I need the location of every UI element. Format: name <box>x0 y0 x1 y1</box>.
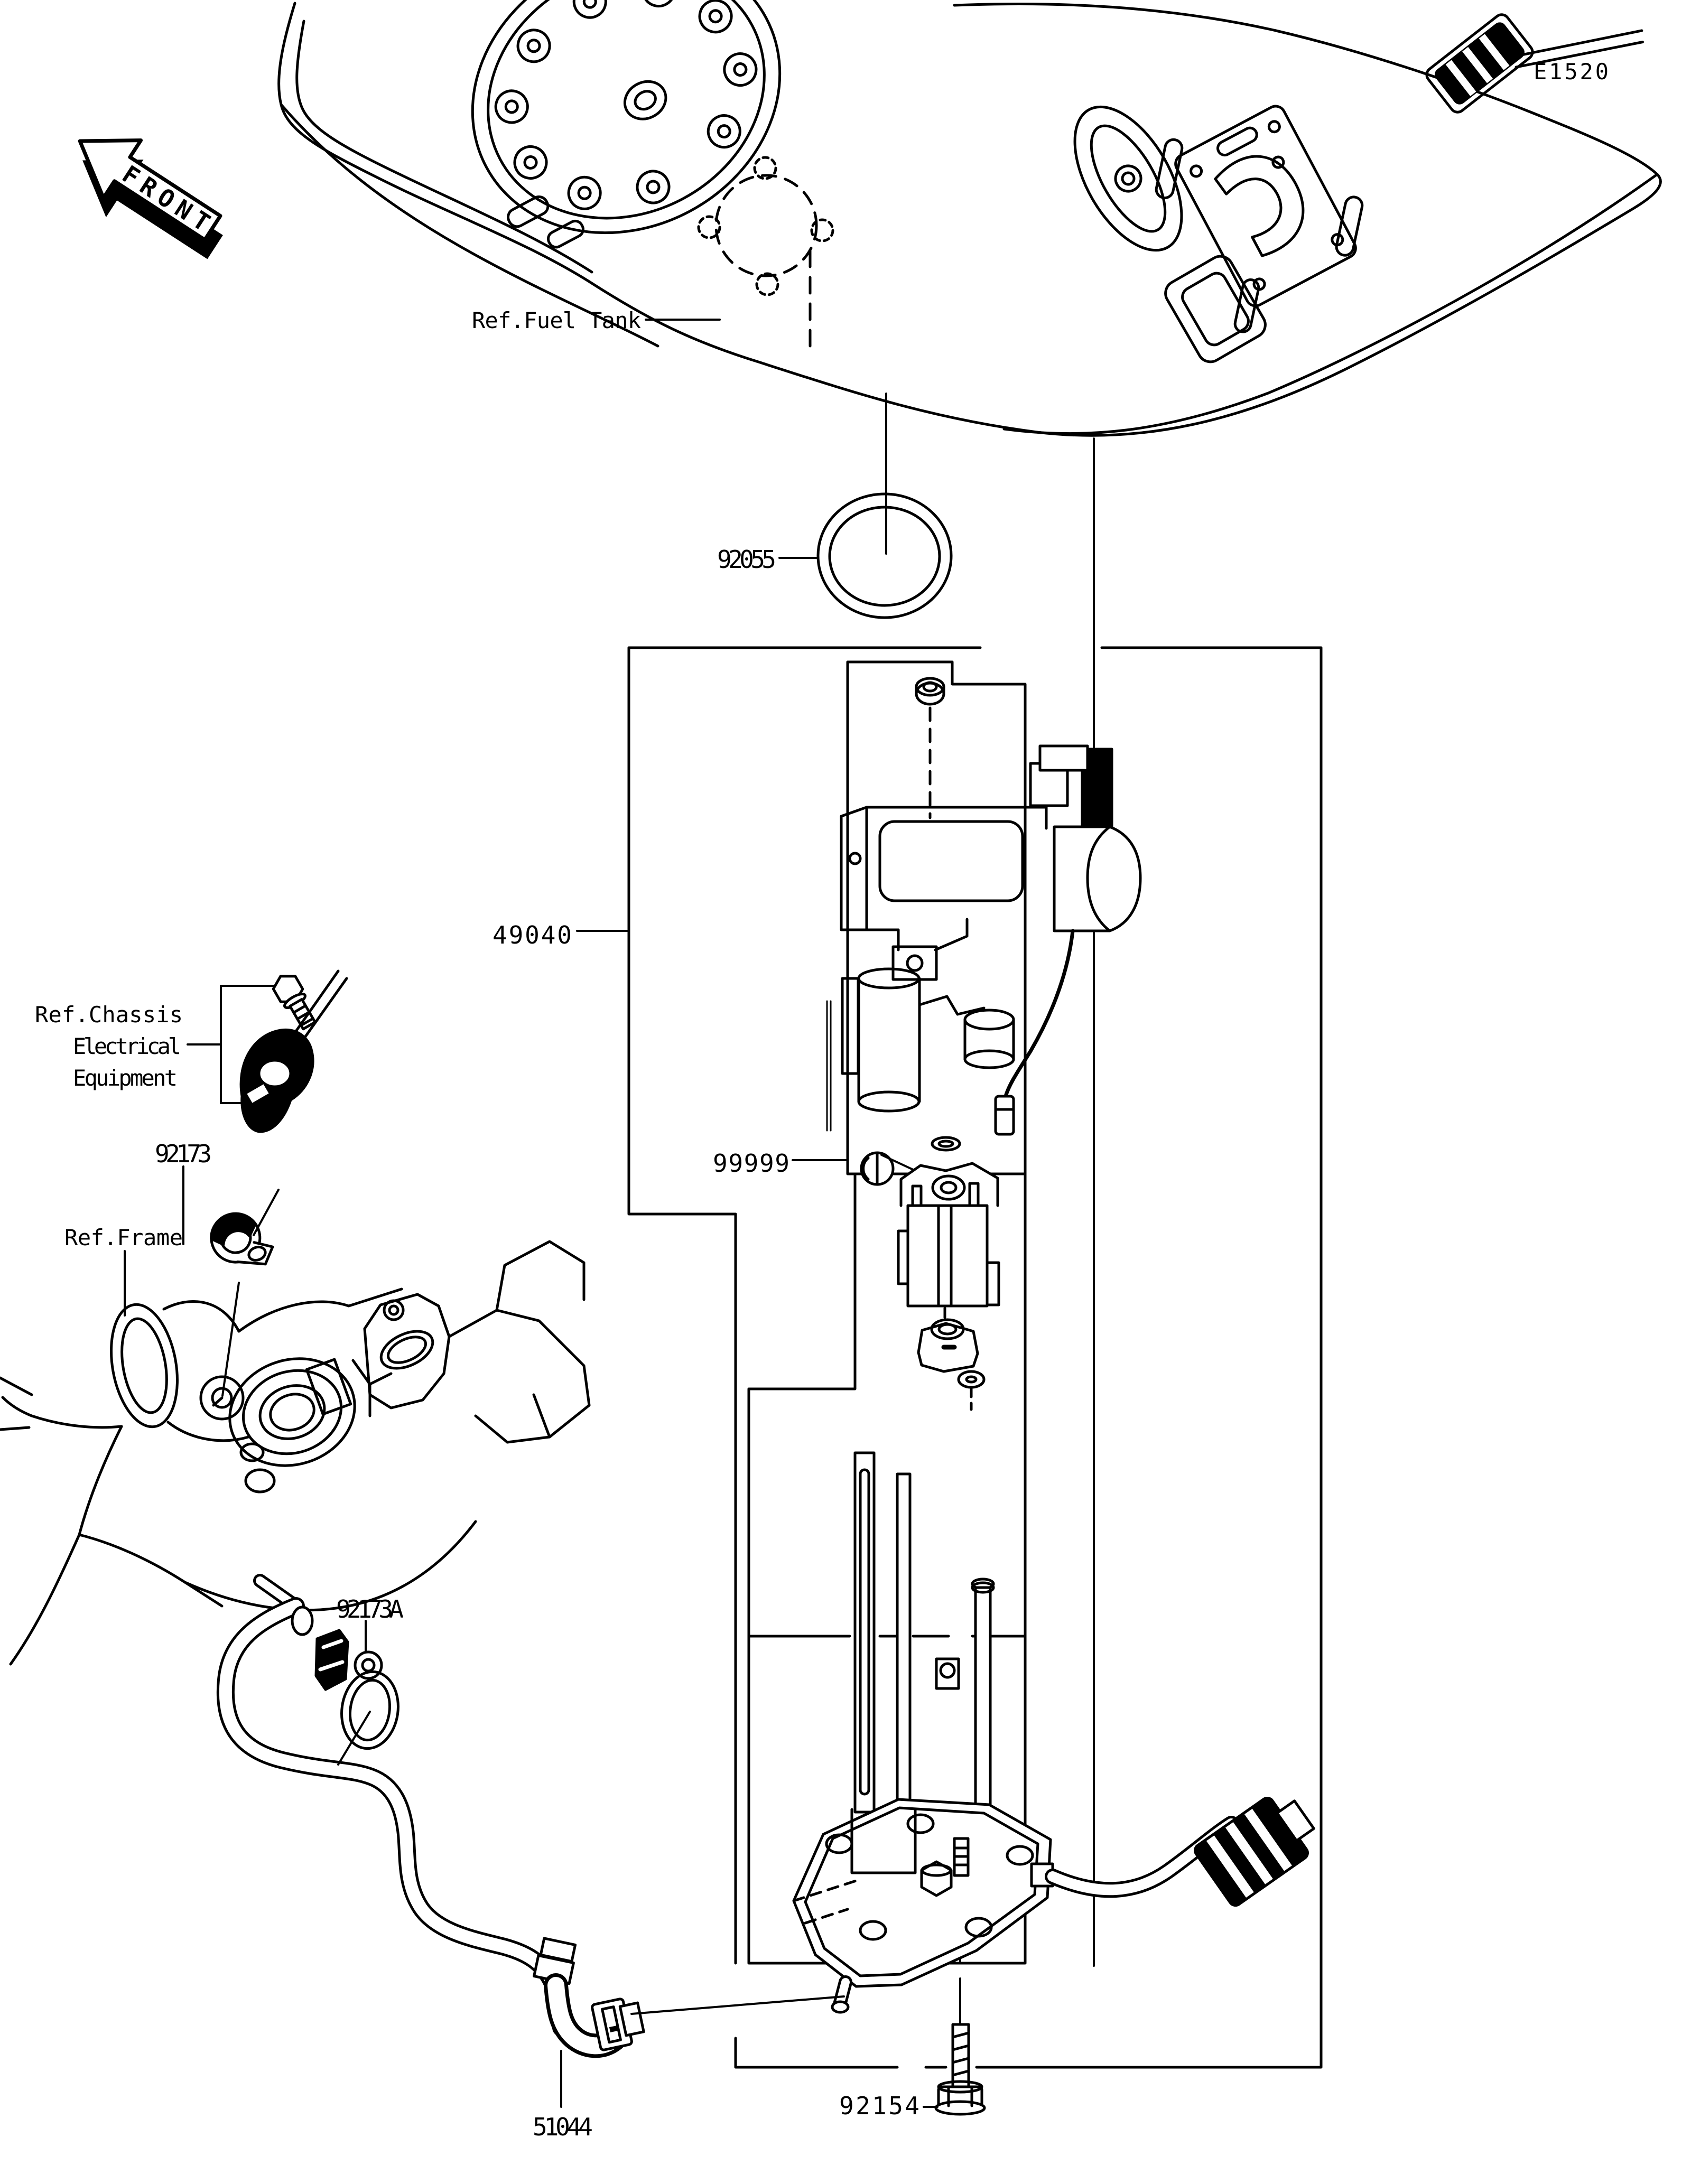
tank-filler-plate <box>419 0 830 288</box>
page-code-label: E1520 <box>1534 59 1609 85</box>
part-label-49040: 49040 <box>493 921 572 949</box>
leader-lines <box>125 320 937 2107</box>
fuel-tank-drawing <box>279 0 1661 435</box>
ref-chassis-label-line2: Electrical <box>73 1033 181 1059</box>
quick-connect-fitting <box>592 1995 646 2050</box>
oring-92055 <box>818 494 951 618</box>
part-label-92173a: 92173A <box>336 1595 404 1623</box>
part-label-92154: 92154 <box>839 2092 919 2120</box>
bolt-92154 <box>936 2024 984 2114</box>
front-arrow-label: FRONT <box>117 160 216 237</box>
fuel-pump-canister <box>855 1163 999 1812</box>
ref-frame-label: Ref.Frame <box>64 1225 183 1250</box>
pump-mounting-plate <box>794 1785 1325 2012</box>
part-label-51044: 51044 <box>533 2113 593 2141</box>
clamp-92173 <box>205 1204 277 1278</box>
ref-chassis-label-line1: Ref.Chassis <box>35 1002 183 1028</box>
ref-chassis-label-line3: Equipment <box>73 1065 178 1091</box>
front-direction-arrow <box>53 113 242 276</box>
part-label-92173: 92173 <box>155 1140 212 1168</box>
fuel-hose-assembly <box>226 1581 646 2050</box>
fuel-hose <box>226 1606 561 2028</box>
chassis-electrical-parts <box>221 970 347 1132</box>
chassis-bolt-icon <box>270 970 320 1032</box>
part-label-99999: 99999 <box>713 1149 789 1178</box>
ref-fuel-tank-label: Ref.Fuel Tank <box>472 307 641 333</box>
fuel-tank-seam <box>297 21 592 272</box>
pump-holder-bracket <box>1133 70 1394 342</box>
part-label-92055: 92055 <box>717 545 776 574</box>
leader-92173 <box>183 1166 278 1396</box>
hose-clip-black <box>316 1630 348 1690</box>
pump-connector-plug <box>1193 1785 1325 1908</box>
